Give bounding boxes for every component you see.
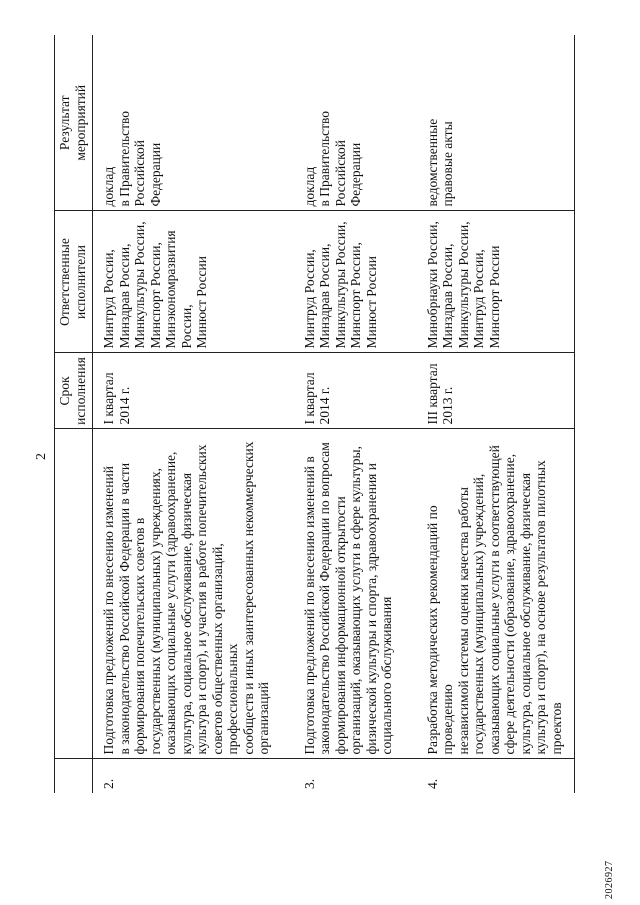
row-number: 4. — [417, 759, 575, 793]
row-number: 2. — [101, 778, 116, 789]
row-result: доклад в Правительство Российской Федерации — [294, 35, 417, 211]
row-title: Подготовка предложений по внесению изменений в законодательство Российской Федерации по вопросам формирования информационной открытости организаций, оказывающих услуги в сфере культуры, физической культуры и спорта, здравоохранения и социального обслуживания — [294, 429, 417, 759]
page-number: 2 — [34, 453, 49, 460]
row-deadline: I квартал 2014 г. — [294, 353, 417, 429]
row-result: доклад в Правительство Российской Федерации — [93, 35, 294, 211]
row-deadline: III квартал 2013 г. — [417, 353, 575, 429]
header-result: Результат мероприятий — [55, 35, 93, 211]
header-title — [55, 429, 93, 759]
row-executors: Минтруд России, Минздрав России, Минкультуры России, Минспорт России, Минэкономразвития России, Минюст России — [93, 211, 294, 353]
table-header-row — [55, 35, 93, 793]
table-row — [294, 35, 417, 793]
row-title: Разработка методических рекомендаций по проведению независимой системы оценки качества работы государственных (муниципальных) учреждений, оказывающих социальные услуги в соответствующей сфере деятельности (образование, здравоохранение, культура, социальное обслуживание, физическая культура и спорт), на основе результатов пилотных проектов — [417, 429, 575, 759]
document-id: 2026927 — [604, 860, 615, 899]
table-row — [417, 35, 575, 793]
header-number — [55, 759, 93, 793]
row-number: 3. — [301, 778, 317, 789]
header-deadline: Срок исполнения — [55, 353, 93, 429]
row-result: ведомственные правовые акты — [417, 35, 575, 211]
row-executors: Минобрнауки России, Минздрав России, Минкультуры России, Минтруд России, Минспорт России — [417, 211, 575, 353]
table-row — [93, 35, 294, 793]
measures-table — [54, 35, 575, 793]
row-deadline: I квартал 2014 г. — [93, 353, 294, 429]
header-executors: Ответственные исполнители — [55, 211, 93, 353]
row-title: Подготовка предложений по внесению изменений в законодательство Российской Федерации в части формирования попечительских советов в государственных (муниципальных) учреждениях, оказывающих социальные услуги (здравоохранение, культура, социальное обслуживание, физическая культура и спорт), и участия в работе попечительских советов общественных организаций, профессиональных сообществ и иных заинтересованных некоммерческих организаций — [93, 429, 294, 759]
row-executors: Минтруд России, Минздрав России, Минкультуры России, Минспорт России, Минюст России — [294, 211, 417, 353]
